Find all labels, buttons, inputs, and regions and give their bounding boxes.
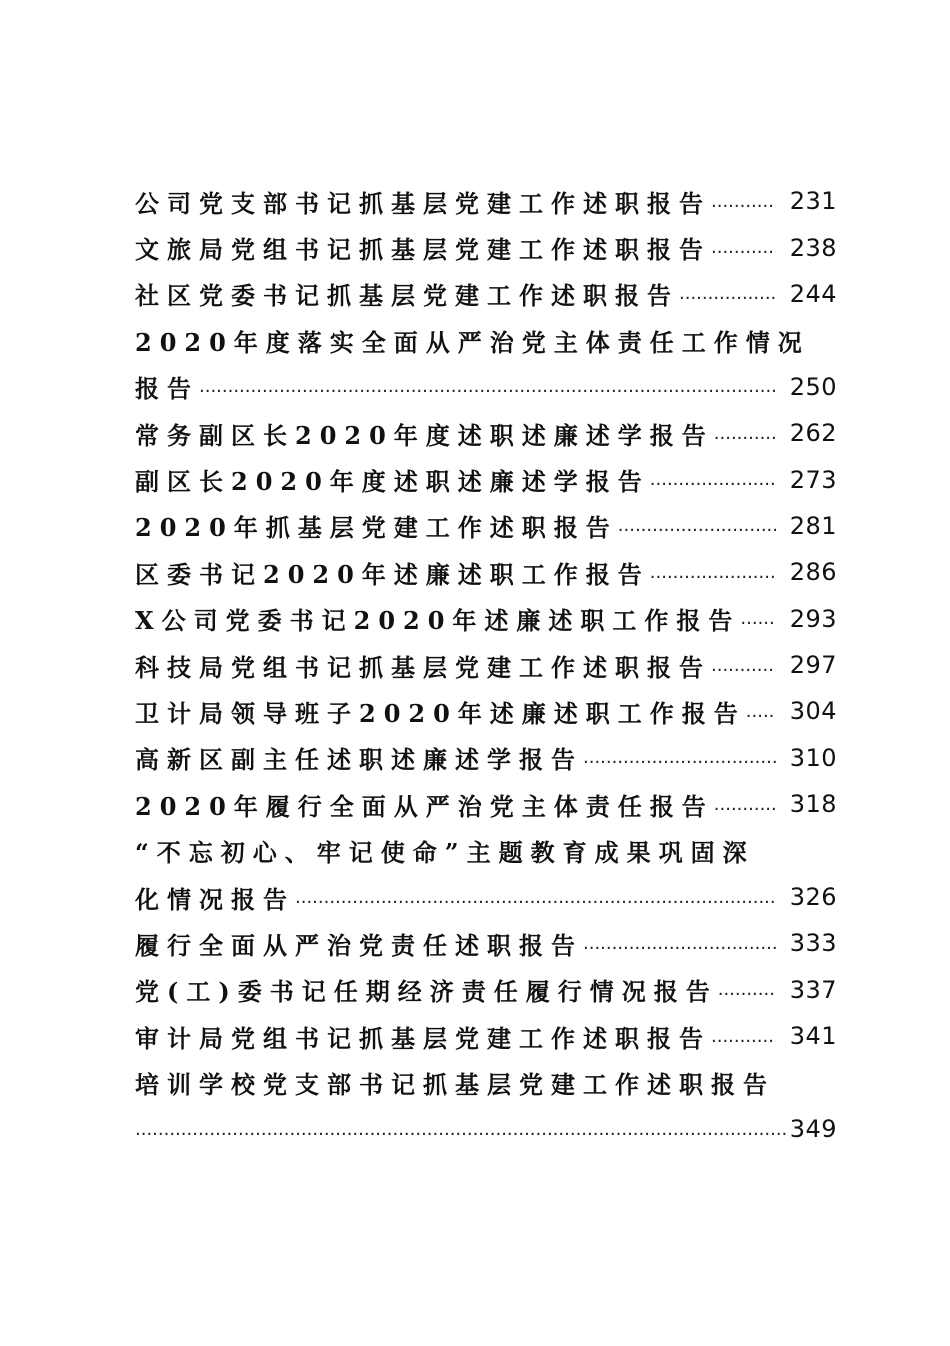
dot-leader — [583, 747, 776, 768]
toc-entry-title: X公司党委书记2020年述廉述职工作报告 — [135, 606, 741, 636]
toc-entry[interactable] — [135, 549, 837, 595]
dot-leader — [714, 794, 776, 815]
toc-entry-page: 341 — [789, 1022, 837, 1051]
toc-entry-page: 250 — [789, 372, 837, 401]
toc-entry-page: 318 — [789, 790, 837, 819]
toc-entry-title: 文旅局党组书记抓基层党建工作述职报告 — [135, 235, 711, 265]
toc-entry-title: 履行全面从严治党责任述职报告 — [135, 930, 583, 960]
dot-leader — [711, 655, 776, 676]
toc-entry[interactable] — [135, 364, 837, 410]
toc-entry[interactable] — [135, 596, 837, 642]
toc-entry[interactable] — [135, 1059, 837, 1105]
toc-entry[interactable] — [135, 642, 837, 688]
toc-entry[interactable] — [135, 827, 837, 873]
toc-entry-page: 337 — [789, 975, 837, 1004]
toc-entry-page: 231 — [789, 187, 837, 216]
dot-leader — [618, 515, 776, 536]
toc-entry-page: 304 — [789, 697, 837, 726]
toc-entry[interactable] — [135, 456, 837, 502]
toc-entry-page: 262 — [789, 419, 837, 448]
toc-entry[interactable] — [135, 1106, 837, 1152]
toc-entry-page: 310 — [789, 743, 837, 772]
toc-entry-title: 2020年履行全面从严治党主体责任报告 — [135, 791, 714, 821]
toc-entry-page: 238 — [789, 233, 837, 262]
table-of-contents — [135, 178, 837, 1152]
toc-entry-page: 326 — [789, 883, 837, 912]
toc-entry[interactable] — [135, 688, 837, 734]
toc-entry-title: 党(工)委书记任期经济责任履行情况报告 — [135, 977, 718, 1007]
toc-entry-page: 333 — [789, 929, 837, 958]
dot-leader — [711, 237, 776, 258]
dot-leader — [714, 423, 776, 444]
dot-leader — [740, 608, 775, 629]
toc-entry-page: 293 — [789, 604, 837, 633]
toc-entry-title: 化情况报告 — [135, 884, 295, 914]
toc-entry-title: 科技局党组书记抓基层党建工作述职报告 — [135, 652, 711, 682]
toc-entry-title: 卫计局领导班子2020年述廉述职工作报告 — [135, 698, 746, 728]
toc-entry-page: 286 — [789, 558, 837, 587]
toc-entry[interactable] — [135, 1013, 837, 1059]
toc-entry[interactable] — [135, 874, 837, 920]
toc-entry-title: 社区党委书记抓基层党建工作述职报告 — [135, 281, 679, 311]
toc-entry-title: 审计局党组书记抓基层党建工作述职报告 — [135, 1023, 711, 1053]
toc-entry-title: 区委书记2020年述廉述职工作报告 — [135, 559, 650, 589]
toc-entry[interactable] — [135, 410, 837, 456]
toc-entry[interactable] — [135, 178, 837, 224]
toc-entry-title: “不忘初心、牢记使命”主题教育成果巩固深 — [135, 838, 755, 868]
toc-entry[interactable] — [135, 967, 837, 1013]
toc-entry-title: 培训学校党支部书记抓基层党建工作述职报告 — [135, 1070, 775, 1100]
dot-leader — [650, 562, 776, 583]
toc-entry-title: 公司党支部书记抓基层党建工作述职报告 — [135, 188, 711, 218]
toc-entry[interactable] — [135, 920, 837, 966]
toc-entry-page: 349 — [789, 1115, 837, 1143]
dot-leader — [711, 191, 776, 212]
toc-entry-page: 297 — [789, 651, 837, 680]
toc-entry-title: 2020年抓基层党建工作述职报告 — [135, 513, 618, 543]
toc-entry-title: 2020年度落实全面从严治党主体责任工作情况 — [135, 327, 810, 357]
toc-entry[interactable] — [135, 503, 837, 549]
toc-entry-title: 报告 — [135, 374, 199, 404]
toc-entry[interactable] — [135, 781, 837, 827]
toc-entry-title: 副区长2020年度述职述廉述学报告 — [135, 467, 650, 497]
dot-leader — [583, 933, 776, 954]
dot-leader — [199, 376, 776, 397]
toc-entry[interactable] — [135, 271, 837, 317]
dot-leader — [679, 283, 776, 304]
toc-entry-title: 常务副区长2020年度述职述廉述学报告 — [135, 420, 714, 450]
dot-leader — [295, 887, 776, 908]
dot-leader — [135, 1119, 788, 1140]
dot-leader — [746, 701, 776, 722]
dot-leader — [650, 469, 776, 490]
toc-entry-page: 273 — [789, 465, 837, 494]
toc-entry[interactable] — [135, 735, 837, 781]
dot-leader — [718, 979, 776, 1000]
toc-entry[interactable] — [135, 224, 837, 270]
toc-entry-page: 281 — [789, 511, 837, 540]
toc-entry[interactable] — [135, 317, 837, 363]
toc-entry-page: 244 — [789, 279, 837, 308]
dot-leader — [711, 1026, 776, 1047]
toc-entry-title: 高新区副主任述职述廉述学报告 — [135, 745, 583, 775]
